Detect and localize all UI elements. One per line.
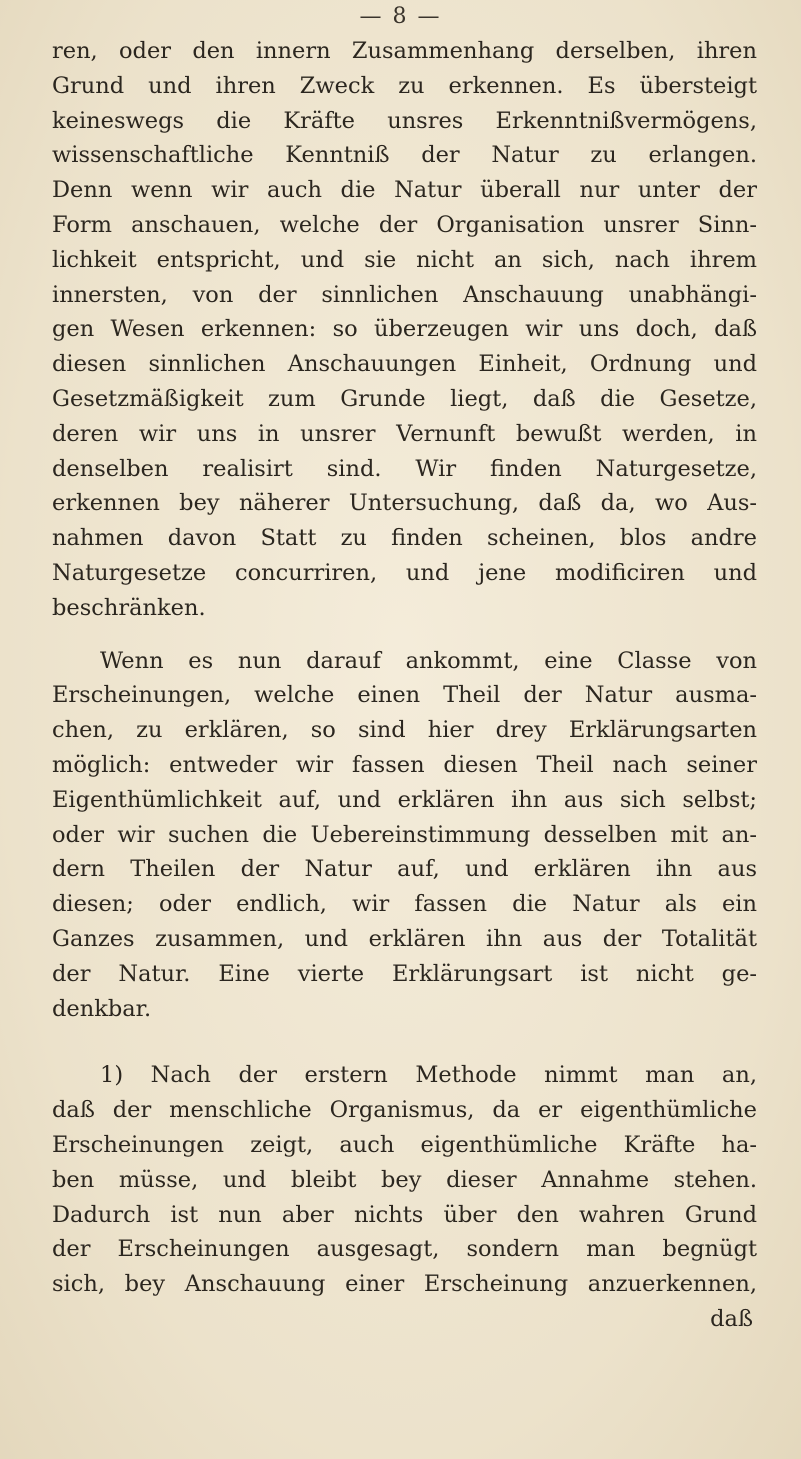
catchword: daß (710, 1305, 753, 1332)
paragraph-2 (52, 644, 757, 1027)
text-line: daß der menschliche Organismus, da er eigenthümliche (52, 1097, 757, 1124)
text-line: Gesetzmäßigkeit zum Grunde liegt, daß die Gesetze, (52, 385, 757, 412)
text-line: Wenn es nun darauf ankommt, eine Classe von (100, 647, 757, 674)
text-line: keineswegs die Kräfte unsres Erkenntnißvermögens, (52, 107, 757, 134)
text-line: oder wir suchen die Uebereinstimmung desselben mit an- (52, 821, 757, 848)
text-line: diesen; oder endlich, wir fassen die Natur als ein (52, 891, 757, 918)
text-line: Grund und ihren Zweck zu erkennen. Es übersteigt (52, 72, 757, 99)
text-line: chen, zu erklären, so sind hier drey Erklärungsarten (52, 717, 757, 744)
body-text (52, 34, 757, 1337)
text-line: Form anschauen, welche der Organisation unsrer Sinn- (52, 211, 757, 238)
text-line: denkbar. (52, 995, 152, 1022)
paragraph-gap (52, 1026, 757, 1058)
text-line: dern Theilen der Natur auf, und erklären ihn aus (52, 856, 757, 883)
text-line: lichkeit entspricht, und sie nicht an sich, nach ihrem (52, 246, 757, 273)
text-line: wissenschaftliche Kenntniß der Natur zu erlangen. (52, 142, 757, 169)
text-line: gen Wesen erkennen: so überzeugen wir uns doch, daß (52, 316, 757, 343)
text-line: sich, bey Anschauung einer Erscheinung anzuerkennen, (52, 1271, 757, 1298)
text-line: Denn wenn wir auch die Natur überall nur unter der (52, 177, 757, 204)
text-line: der Erscheinungen ausgesagt, sondern man begnügt (52, 1236, 757, 1263)
text-line: diesen sinnlichen Anschauungen Einheit, Ordnung und (52, 351, 757, 378)
text-line: beschränken. (52, 594, 206, 621)
text-line: nahmen davon Statt zu finden scheinen, blos andre (52, 525, 757, 552)
text-line: ren, oder den innern Zusammenhang derselben, ihren (52, 38, 757, 64)
text-line: deren wir uns in unsrer Vernunft bewußt werden, in (52, 420, 757, 447)
paragraph-3 (52, 1058, 757, 1302)
text-line: Eigenthümlichkeit auf, und erklären ihn aus sich selbst; (52, 786, 757, 813)
page-number: — 8 — (359, 4, 442, 29)
paragraph-gap (52, 626, 757, 644)
text-line: 1) Nach der erstern Methode nimmt man an, (100, 1062, 757, 1089)
text-line: Ganzes zusammen, und erklären ihn aus der Totalität (52, 925, 757, 952)
text-line: möglich: entweder wir fassen diesen Theil nach seiner (52, 751, 757, 778)
text-line: Erscheinungen zeigt, auch eigenthümliche Kräfte ha- (52, 1131, 757, 1158)
text-line: denselben realisirt sind. Wir finden Naturgesetze, (52, 455, 757, 482)
text-line: Naturgesetze concurriren, und jene modificiren und (52, 559, 757, 586)
text-line: Erscheinungen, welche einen Theil der Natur ausma- (52, 682, 757, 709)
text-line: Dadurch ist nun aber nichts über den wahren Grund (52, 1201, 757, 1228)
text-line: der Natur. Eine vierte Erklärungsart ist nicht ge- (52, 960, 757, 987)
paragraph-1 (52, 34, 757, 626)
text-line: ben müsse, und bleibt bey dieser Annahme stehen. (52, 1166, 757, 1193)
text-line: innersten, von der sinnlichen Anschauung unabhängi- (52, 281, 757, 308)
text-line: erkennen bey näherer Untersuchung, daß da, wo Aus- (52, 490, 757, 517)
